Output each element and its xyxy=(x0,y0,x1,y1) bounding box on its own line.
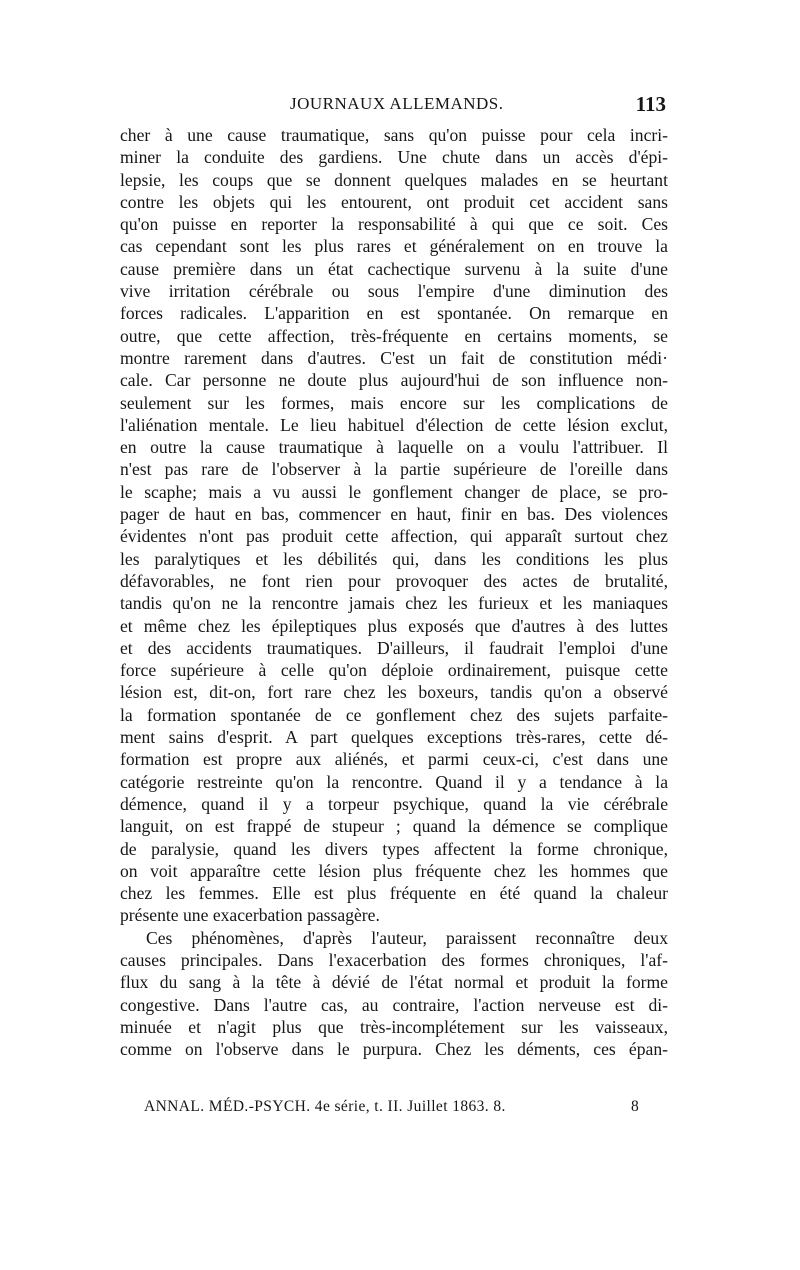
text-line: ment sains d'esprit. A part quelques exceptions très-rares, cette dé- xyxy=(120,727,668,748)
text-line: démence, quand il y a torpeur psychique, quand la vie cérébrale xyxy=(120,793,668,814)
text-line: cause première dans un état cachectique survenu à la suite d'une xyxy=(120,258,668,279)
text-line: cale. Car personne ne doute plus aujourd'hui de son influence non- xyxy=(120,370,668,391)
body-text xyxy=(120,124,668,1060)
text-line: le scaphe; mais a vu aussi le gonflement changer de place, se pro- xyxy=(120,481,668,502)
page-number: 113 xyxy=(635,92,666,116)
text-line: chez les femmes. Elle est plus fréquente en été quand la chaleur xyxy=(120,883,668,904)
text-line: languit, on est frappé de stupeur ; quand la démence se complique xyxy=(120,816,668,837)
text-line: évidentes n'ont pas produit cette affection, qui apparaît surtout chez xyxy=(120,526,668,547)
signature-mark: 8 xyxy=(631,1098,639,1115)
text-line: n'est pas rare de l'observer à la partie supérieure de l'oreille dans xyxy=(120,459,668,480)
text-line: force supérieure à celle qu'on déploie ordinairement, puisque cette xyxy=(120,660,668,681)
text-line: pager de haut en bas, commencer en haut, finir en bas. Des violences xyxy=(120,504,668,525)
text-line: on voit apparaître cette lésion plus fréquente chez les hommes que xyxy=(120,860,668,881)
running-title: JOURNAUX ALLEMANDS. xyxy=(290,94,504,113)
text-line: montre rarement dans d'autres. C'est un fait de constitution médi· xyxy=(120,347,668,368)
text-line: l'aliénation mentale. Le lieu habituel d'élection de cette lésion exclut, xyxy=(120,414,668,435)
footer xyxy=(120,1098,668,1120)
text-line: miner la conduite des gardiens. Une chute dans un accès d'épi- xyxy=(120,147,668,168)
text-line: formation est propre aux aliénés, et parmi ceux-ci, c'est dans une xyxy=(120,749,668,770)
text-line: en outre la cause traumatique à laquelle on a voulu l'attribuer. Il xyxy=(120,437,668,458)
text-line: outre, que cette affection, très-fréquente en certains moments, se xyxy=(120,325,668,346)
text-line: catégorie restreinte qu'on la rencontre. Quand il y a tendance à la xyxy=(120,771,668,792)
text-line: cher à une cause traumatique, sans qu'on puisse pour cela incri- xyxy=(120,125,668,145)
text-line: défavorables, ne font rien pour provoquer des actes de brutalité, xyxy=(120,570,668,591)
paragraph-end-line: présente une exacerbation passagère. xyxy=(120,905,380,926)
text-line: cas cependant sont les plus rares et généralement on en trouve la xyxy=(120,236,668,257)
journal-reference: ANNAL. MÉD.-PSYCH. 4e série, t. II. Juillet 1863. 8. xyxy=(144,1098,506,1115)
text-line: tandis qu'on ne la rencontre jamais chez les furieux et les maniaques xyxy=(120,593,668,614)
text-line: de paralysie, quand les divers types affectent la forme chronique, xyxy=(120,838,668,859)
text-line: causes principales. Dans l'exacerbation des formes chroniques, l'af- xyxy=(120,949,668,970)
text-line: et des accidents traumatiques. D'ailleurs, il faudrait l'emploi d'une xyxy=(120,637,668,658)
text-line: les paralytiques et les débilités qui, dans les conditions les plus xyxy=(120,548,668,569)
text-line: lésion est, dit-on, fort rare chez les boxeurs, tandis qu'on a observé xyxy=(120,682,668,703)
text-line: seulement sur les formes, mais encore sur les complications de xyxy=(120,392,668,413)
text-line: vive irritation cérébrale ou sous l'empire d'une diminution des xyxy=(120,281,668,302)
text-line: la formation spontanée de ce gonflement chez des sujets parfaite- xyxy=(120,704,668,725)
text-line: qu'on puisse en reporter la responsabilité à qui que ce soit. Ces xyxy=(120,214,668,235)
paragraph-start-line: Ces phénomènes, d'après l'auteur, paraissent reconnaître deux xyxy=(146,927,668,948)
text-line: et même chez les épileptiques plus exposés que d'autres à des luttes xyxy=(120,615,668,636)
text-line: comme on l'observe dans le purpura. Chez les déments, ces épan- xyxy=(120,1039,668,1060)
text-line: lepsie, les coups que se donnent quelques malades en se heurtant xyxy=(120,169,668,190)
text-line: flux du sang à la tête à dévié de l'état normal et produit la forme xyxy=(120,972,668,993)
text-line: contre les objets qui les entourent, ont produit cet accident sans xyxy=(120,191,668,212)
running-head xyxy=(120,94,668,118)
text-line: forces radicales. L'apparition en est spontanée. On remarque en xyxy=(120,303,668,324)
text-line: congestive. Dans l'autre cas, au contraire, l'action nerveuse est di- xyxy=(120,994,668,1015)
text-line: minuée et n'agit plus que très-incomplétement sur les vaisseaux, xyxy=(120,1016,668,1037)
